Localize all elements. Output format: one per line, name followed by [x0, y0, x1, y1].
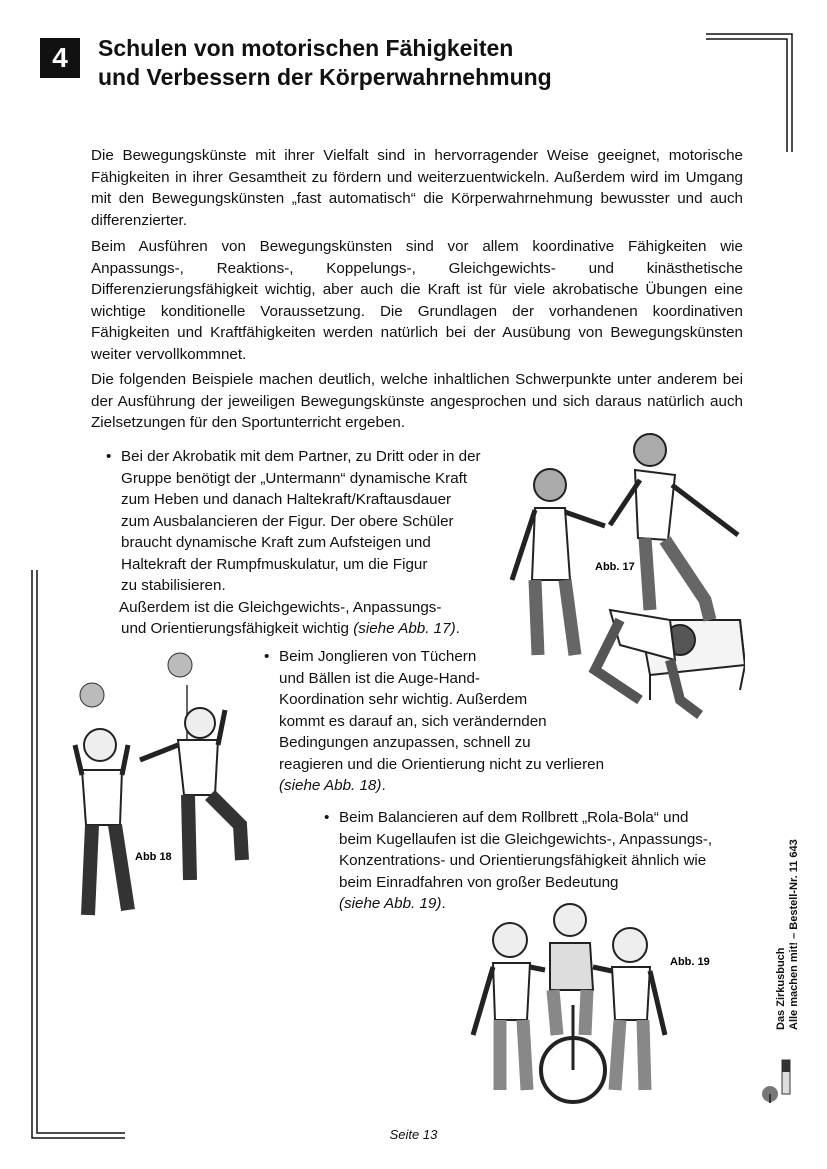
bullet-period: . [381, 777, 386, 794]
bullet-line: braucht dynamische Kraft zum Aufsteigen und [121, 534, 431, 551]
title-line-2: und Verbessern der Körperwahrnehmung [98, 64, 552, 90]
bullet-line: und Orientierungsfähigkeit wichtig [121, 620, 349, 637]
bullet-line: Außerdem ist die Gleichgewichts-, Anpassungs- [119, 598, 442, 616]
bullet-line: zum Heben und danach Haltekraft/Kraftausdauer [121, 491, 452, 508]
bullet-line: kommt es darauf an, sich verändernden [279, 712, 547, 730]
bullet-dot: • [264, 648, 270, 665]
chapter-number-badge: 4 [40, 38, 80, 78]
figure-reference: (siehe Abb. 18) [279, 777, 382, 794]
bullet-line: beim Einradfahren von großer Bedeutung [339, 873, 619, 891]
page-number: Seite 13 [389, 1127, 438, 1142]
bullet-line: Bei der Akrobatik mit dem Partner, zu Dritt oder in der [121, 448, 481, 465]
examples-paragraph: Die folgenden Beispiele machen deutlich, welche inhaltlichen Schwerpunkte unter anderem bei der Ausführung der jeweiligen Bewegungskünste angesprochen und sich daraus natürlich auch Zielsetzungen für den Sportunterricht ergeben. [91, 371, 743, 431]
bullet-akrobatik [106, 446, 481, 640]
separator: – [788, 932, 800, 939]
bullet-line: zu stabilisieren. [121, 577, 226, 594]
book-subtitle: Alle machen mit! [788, 941, 800, 1030]
bullet-period: . [455, 620, 460, 637]
corner-frame-top-right [706, 32, 794, 152]
bullet-line: Beim Jonglieren von Tüchern [279, 648, 477, 665]
book-info-vertical [775, 839, 801, 1030]
bullet-line: reagieren und die Orientierung nicht zu verlieren [279, 755, 605, 773]
figure-reference: (siehe Abb. 17) [353, 620, 456, 637]
juggling-illustration [60, 645, 260, 930]
order-number: Bestell-Nr. 11 643 [788, 839, 800, 930]
bullet-line: und Bällen ist die Auge-Hand- [279, 669, 480, 687]
bullet-line: zum Ausbalancieren der Figur. Der obere Schüler [121, 512, 454, 530]
intro-paragraph: Die Bewegungskünste mit ihrer Vielfalt sind in hervorragender Weise geeignet, motorische Fähigkeiten in ihrer Gesamtheit zu fördern und weiterzuentwickeln. Außerdem wird im Umgang mit den Bewegungskünsten „fast automatisch“ die Körperwahrnehmung bewusster und auch differenzierter. [91, 147, 743, 229]
figure-caption-abb19: Abb. 19 [670, 956, 710, 968]
figure-caption-abb18: Abb 18 [135, 851, 172, 863]
figure-reference: (siehe Abb. 19) [339, 895, 442, 912]
bullet-line: Bedingungen anzupassen, schnell zu [279, 734, 531, 751]
bullet-period: . [441, 895, 446, 912]
bullet-line: Koordination sehr wichtig. Außerdem [279, 691, 528, 708]
bullet-line: beim Kugellaufen ist die Gleichgewichts-, Anpassungs-, [339, 830, 713, 848]
bullet-line: Gruppe benötigt der „Untermann“ dynamische Kraft [121, 469, 468, 487]
acrobatics-illustration [500, 430, 745, 730]
title-line-1: Schulen von motorischen Fähigkeiten [98, 35, 514, 61]
unicycle-illustration [465, 895, 720, 1115]
bullet-line: Beim Balancieren auf dem Rollbrett „Rola-Bola“ und [339, 809, 689, 826]
figure-caption-abb17: Abb. 17 [595, 561, 635, 573]
bullet-dot: • [324, 809, 330, 826]
coordination-paragraph: Beim Ausführen von Bewegungskünsten sind vor allem koordinative Fähigkeiten wie Anpassungs-, Reaktions-, Koppelungs-, Gleichgewichts- und kinästhetische Differenzierungsfähigkeit wichtig, aber auch die Kraft ist für viele akrobatische Übungen eine wichtige konditionelle Voraussetzung. Die Grundlagen der vorhandenen koordinativen Fähigkeiten und Kraftfähigkeiten werden natürlich bei der Ausübung von Bewegungskünsten weiter vervollkommnet. [91, 238, 743, 363]
bullet-line: Haltekraft der Rumpfmuskulatur, um die Figur [121, 555, 428, 573]
book-title: Das Zirkusbuch [775, 947, 787, 1030]
bullet-line: Konzentrations- und Orientierungsfähigkeit ähnlich wie [339, 852, 707, 869]
publisher-logo [758, 1058, 798, 1104]
bullet-dot: • [106, 448, 112, 465]
page-title [98, 34, 552, 92]
